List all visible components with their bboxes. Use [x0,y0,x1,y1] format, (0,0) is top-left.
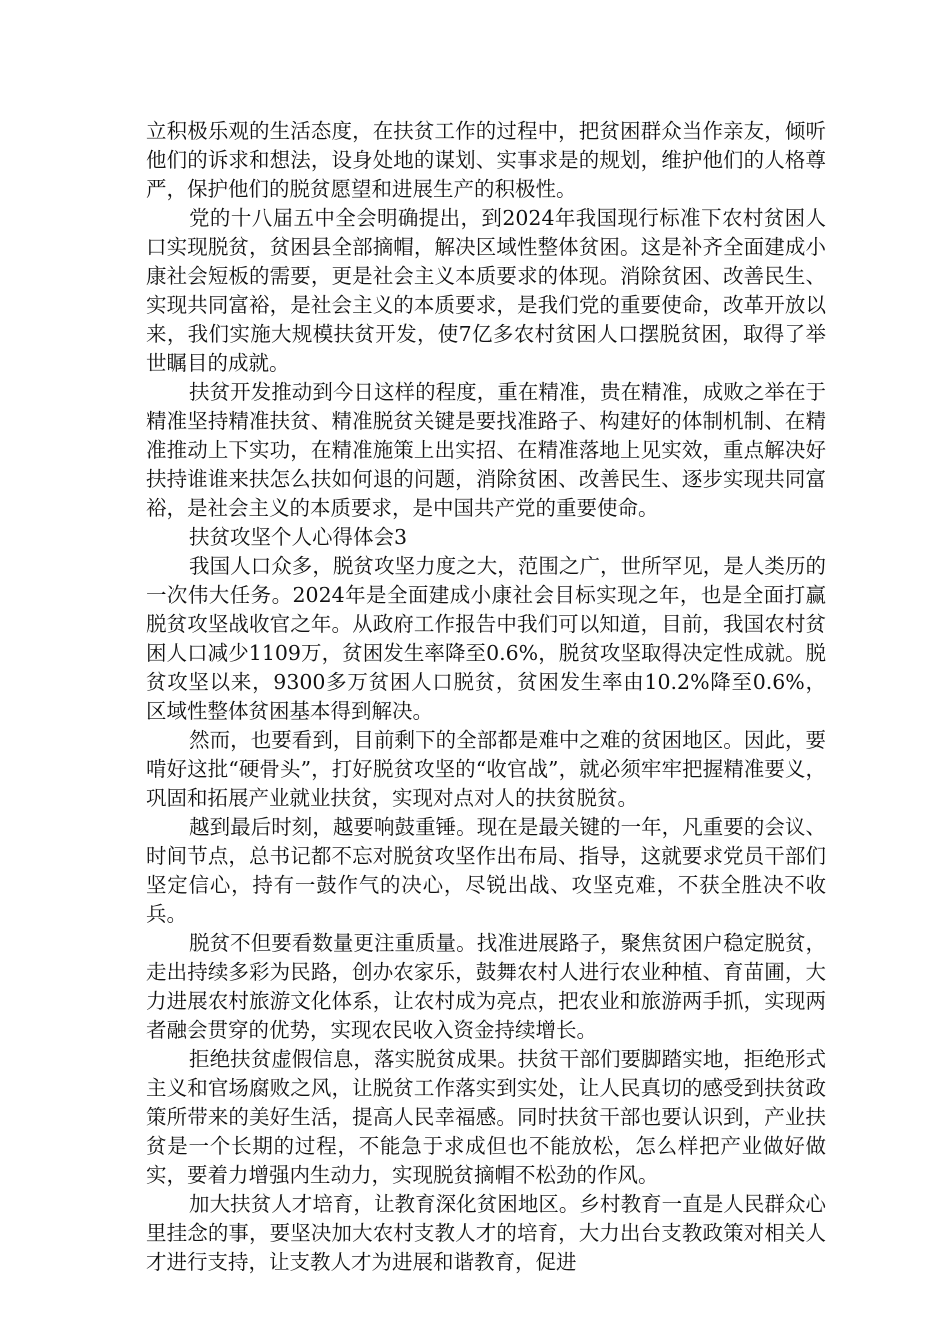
document-page [146,117,826,1277]
paragraph: 然而，也要看到，目前剩下的全部都是难中之难的贫困地区。因此，要啃好这批“硬骨头”，打好脱贫攻坚的“收官战”，就必须牢牢把握精准要义，巩固和拓展产业就业扶贫，实现对点对人的扶贫脱贫。 [146,728,826,810]
paragraph-continued: 立积极乐观的生活态度，在扶贫工作的过程中，把贫困群众当作亲友，倾听他们的诉求和想法，设身处地的谋划、实事求是的规划，维护他们的人格尊严，保护他们的脱贫愿望和进展生产的积极性。 [146,119,826,201]
paragraph: 脱贫不但要看数量更注重质量。找准进展路子，聚焦贫困户稳定脱贫，走出持续多彩为民路，创办农家乐，鼓舞农村人进行农业种植、育苗圃，大力进展农村旅游文化体系，让农村成为亮点，把农业和旅游两手抓，实现两者融会贯穿的优势，实现农民收入资金持续增长。 [146,931,826,1042]
paragraph: 党的十八届五中全会明确提出，到2024年我国现行标准下农村贫困人口实现脱贫，贫困县全部摘帽，解决区域性整体贫困。这是补齐全面建成小康社会短板的需要，更是社会主义本质要求的体现。消除贫困、改善民生、实现共同富裕，是社会主义的本质要求，是我们党的重要使命，改革开放以来，我们实施大规模扶贫开发，使7亿多农村贫困人口摆脱贫困，取得了举世瞩目的成就。 [146,206,826,375]
section-heading: 扶贫攻坚个人心得体会3 [189,525,408,549]
paragraph: 加大扶贫人才培育，让教育深化贫困地区。乡村教育一直是人民群众心里挂念的事，要坚决加大农村支教人才的培育，大力出台支教政策对相关人才进行支持，让支教人才为进展和谐教育，促进 [146,1192,826,1274]
paragraph: 越到最后时刻，越要响鼓重锤。现在是最关键的一年，凡重要的会议、时间节点，总书记都不忘对脱贫攻坚作出布局、指导，这就要求党员干部们坚定信心，持有一鼓作气的决心，尽锐出战、攻坚克难，不获全胜决不收兵。 [146,815,826,926]
paragraph: 我国人口众多，脱贫攻坚力度之大，范围之广，世所罕见，是人类历的一次伟大任务。2024年是全面建成小康社会目标实现之年，也是全面打赢脱贫攻坚战收官之年。从政府工作报告中我们可以知道，目前，我国农村贫困人口减少1109万，贫困发生率降至0.6%，脱贫攻坚取得决定性成就。脱贫攻坚以来，9300多万贫困人口脱贫，贫困发生率由10.2%降至0.6%，区域性整体贫困基本得到解决。 [146,554,826,723]
paragraph: 扶贫开发推动到今日这样的程度，重在精准，贵在精准，成败之举在于精准坚持精准扶贫、精准脱贫关键是要找准路子、构建好的体制机制、在精准推动上下实功，在精准施策上出实招、在精准落地上见实效，重点解决好扶持谁谁来扶怎么扶如何退的问题，消除贫困、改善民生、逐步实现共同富裕，是社会主义的本质要求，是中国共产党的重要使命。 [146,380,826,520]
paragraph: 拒绝扶贫虚假信息，落实脱贫成果。扶贫干部们要脚踏实地，拒绝形式主义和官场腐败之风，让脱贫工作落实到实处，让人民真切的感受到扶贫政策所带来的美好生活，提高人民幸福感。同时扶贫干部也要认识到，产业扶贫是一个长期的过程，不能急于求成但也不能放松，怎么样把产业做好做实，要着力增强内生动力，实现脱贫摘帽不松劲的作风。 [146,1047,826,1187]
